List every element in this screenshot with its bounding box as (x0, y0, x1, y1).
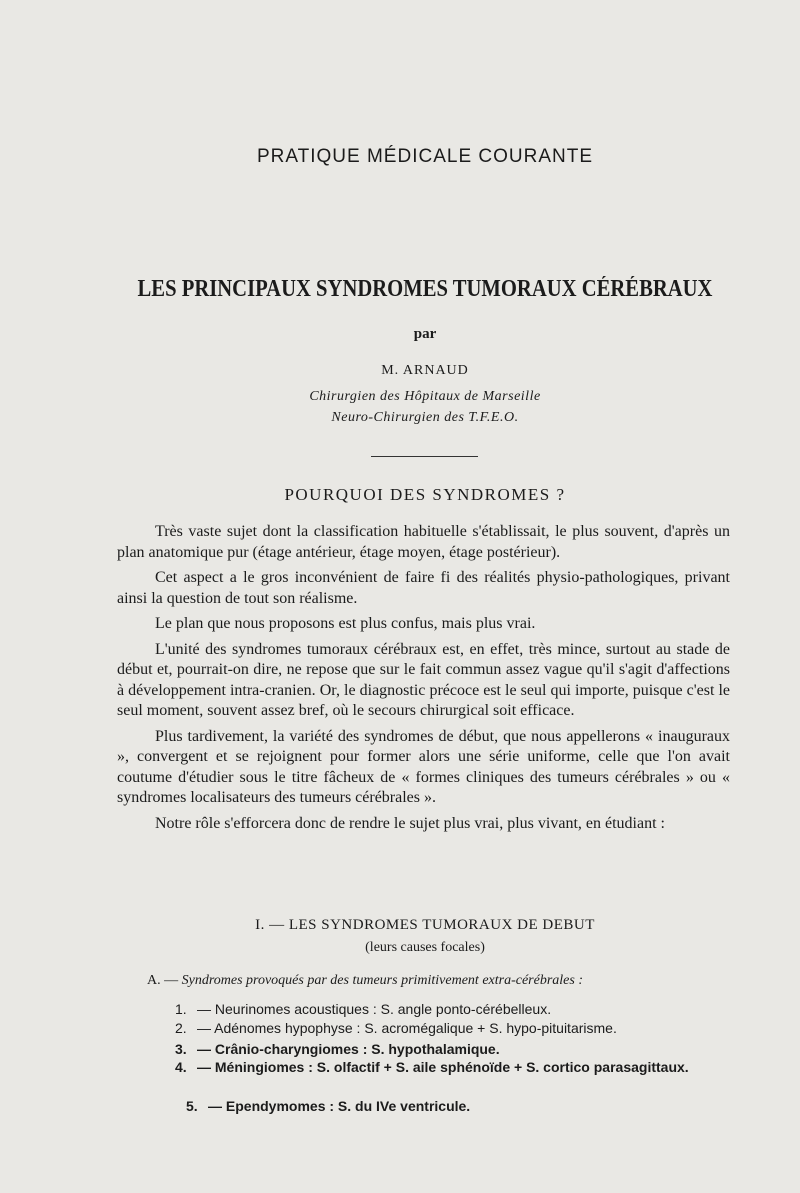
list-item-number: 4. (175, 1059, 187, 1075)
list-a-prefix: A. — (147, 973, 179, 988)
list-item-text: — Méningiomes : S. olfactif + S. aile sphénoïde + S. cortico parasagittaux. (197, 1059, 689, 1075)
list-item-number: 2. (175, 1020, 187, 1036)
paragraph: Cet aspect a le gros inconvénient de faire fi des réalités physio-pathologiques, privant ainsi la question de tout son réalisme. (117, 569, 730, 607)
divider-rule (371, 456, 478, 457)
paragraph: Le plan que nous proposons est plus confus, mais plus vrai. (155, 615, 536, 632)
list-item-number: 3. (175, 1041, 187, 1057)
article-title: LES PRINCIPAUX SYNDROMES TUMORAUX CÉRÉBRAUX (137, 276, 713, 302)
paragraph: Très vaste sujet dont la classification habituelle s'établissait, le plus souvent, d'après un plan anatomique pur (étage antérieur, étage moyen, étage postérieur). (117, 523, 730, 561)
byline-par: par (413, 326, 437, 342)
list-a-text: Syndromes provoqués par des tumeurs primitivement extra-cérébrales : (181, 973, 584, 988)
list-item-text: — Ependymomes : S. du IVe ventricule. (208, 1098, 471, 1114)
list-item-number: 1. (175, 1001, 187, 1017)
list-subtitle: (leurs causes focales) (365, 940, 485, 955)
paragraph: Notre rôle s'efforcera donc de rendre le sujet plus vrai, plus vivant, en étudiant : (155, 814, 665, 832)
list-item (186, 1097, 756, 1115)
section-heading: PRATIQUE MÉDICALE COURANTE (256, 146, 594, 167)
list-item-text: — Crânio-charyngiomes : S. hypothalamique. (197, 1041, 500, 1057)
question-heading: POURQUOI DES SYNDROMES ? (284, 485, 566, 504)
list-a-heading (147, 973, 747, 989)
list-item (175, 1040, 745, 1058)
list-item-text: — Adénomes hypophyse : S. acromégalique + S. hypo-pituitarisme. (197, 1020, 617, 1036)
paragraph: L'unité des syndromes tumoraux cérébraux est, en effet, très mince, surtout au stade de début et, pourrait-on dire, ne repose que sur le fait commun assez vague qu'il s'agit d'affections à développement intra-cranien. Or, le diagnostic précoce est le seul qui importe, puisque c'est le seul moment, souvent assez bref, où le secours chirurgical soit efficace. (117, 640, 730, 719)
list-item-text: — Neurinomes acoustiques : S. angle ponto-cérébelleux. (197, 1001, 552, 1017)
list-item-number: 5. (186, 1098, 198, 1114)
list-item (175, 1000, 745, 1018)
author-affiliation-2: Neuro-Chirurgien des T.F.E.O. (331, 410, 519, 425)
author-name: M. ARNAUD (381, 363, 469, 378)
paragraph: Plus tardivement, la variété des syndromes de début, que nous appellerons « inauguraux », convergent et se rejoignent pour former alors une série uniforme, celle que l'on avait coutume d'étudier sous le titre fâcheux de « formes cliniques des tumeurs cérébrales » ou « syndromes localisateurs des tumeurs cérébrales ». (117, 727, 730, 806)
list-title: I. — LES SYNDROMES TUMORAUX DE DEBUT (255, 917, 595, 933)
author-affiliation-1: Chirurgien des Hôpitaux de Marseille (309, 389, 541, 404)
list-item (175, 1019, 745, 1037)
list-item (175, 1058, 745, 1076)
body-text (117, 522, 730, 839)
